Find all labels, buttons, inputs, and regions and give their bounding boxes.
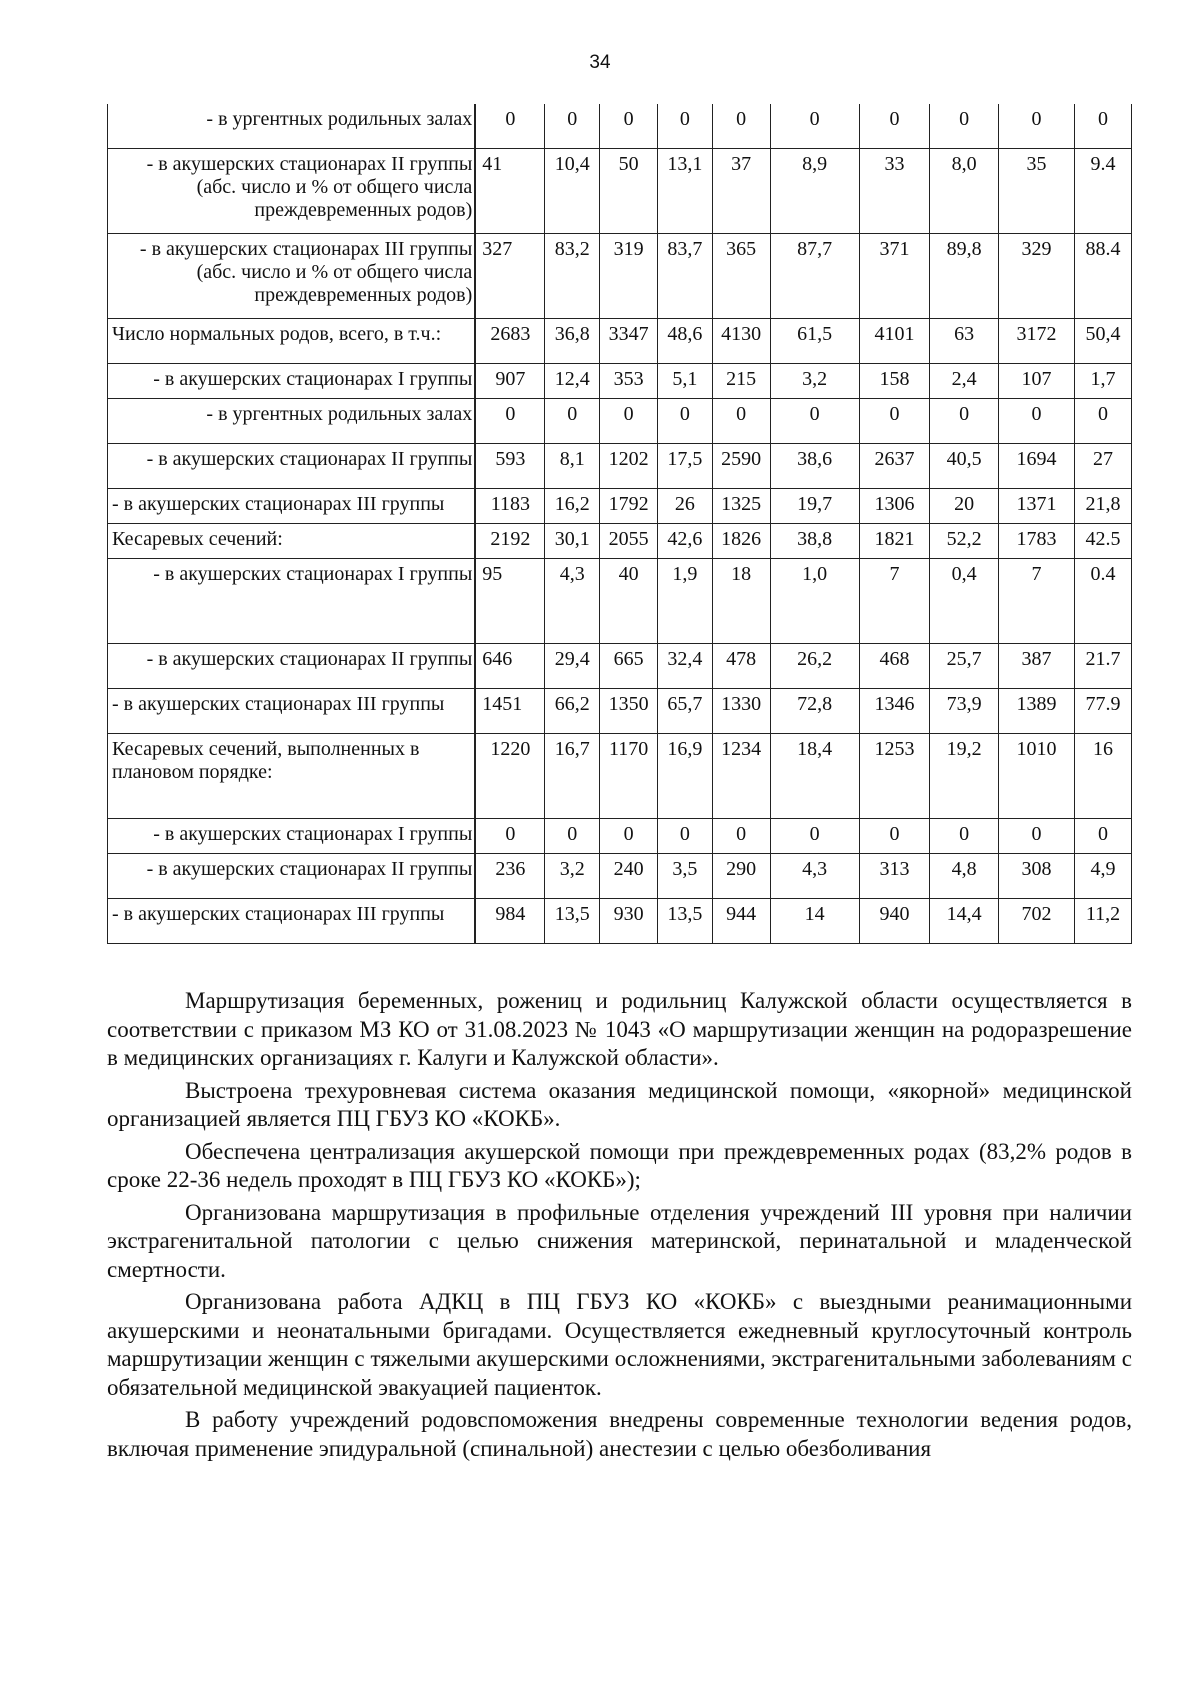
table-cell: 2,4 <box>930 364 999 399</box>
table-cell: 0 <box>1075 819 1132 854</box>
table-cell: 0 <box>545 104 600 149</box>
table-cell: 1451 <box>475 689 545 734</box>
table-cell: 1,9 <box>658 559 713 644</box>
table-row <box>108 319 1132 364</box>
table-cell: 387 <box>998 644 1074 689</box>
table-cell: 1792 <box>600 489 658 524</box>
table-row <box>108 364 1132 399</box>
table-row <box>108 444 1132 489</box>
table-cell: 327 <box>475 234 545 319</box>
table-cell: 13,5 <box>545 899 600 944</box>
table-cell: 0,4 <box>930 559 999 644</box>
row-label: - в акушерских стационарах I группы <box>108 819 476 854</box>
table-cell: 215 <box>712 364 770 399</box>
row-label: - в акушерских стационарах II группы <box>108 644 476 689</box>
table-cell: 0 <box>1075 399 1132 444</box>
paragraph: Организована маршрутизация в профильные отделения учреждений III уровня при наличии экстрагенитальной патологии с целью снижения материнской, перинатальной и младенческой смертности. <box>107 1199 1132 1282</box>
table-cell: 0 <box>712 819 770 854</box>
table-cell: 290 <box>712 854 770 899</box>
table-cell: 52,2 <box>930 524 999 559</box>
row-label: - в акушерских стационарах II группы (абс. число и % от общего числа преждевременных родов) <box>108 149 476 234</box>
table-cell: 1350 <box>600 689 658 734</box>
table-cell: 8,1 <box>545 444 600 489</box>
table-cell: 25,7 <box>930 644 999 689</box>
table-cell: 8,9 <box>770 149 859 234</box>
table-cell: 1183 <box>475 489 545 524</box>
table-row <box>108 149 1132 234</box>
table-cell: 38,6 <box>770 444 859 489</box>
row-label: - в акушерских стационарах III группы (абс. число и % от общего числа преждевременных родов) <box>108 234 476 319</box>
table-cell: 329 <box>998 234 1074 319</box>
table-cell: 36,8 <box>545 319 600 364</box>
table-cell: 236 <box>475 854 545 899</box>
row-label: - в акушерских стационарах III группы <box>108 689 476 734</box>
table-cell: 0 <box>770 104 859 149</box>
table-cell: 665 <box>600 644 658 689</box>
table-cell: 944 <box>712 899 770 944</box>
statistics-table <box>107 104 1132 944</box>
table-cell: 3347 <box>600 319 658 364</box>
table-cell: 1010 <box>998 734 1074 819</box>
table-cell: 48,6 <box>658 319 713 364</box>
table-cell: 95 <box>475 559 545 644</box>
table-cell: 3,2 <box>545 854 600 899</box>
table-cell: 30,1 <box>545 524 600 559</box>
table-row <box>108 489 1132 524</box>
table-cell: 930 <box>600 899 658 944</box>
table-cell: 0 <box>1075 104 1132 149</box>
row-label: Кесаревых сечений: <box>108 524 476 559</box>
row-label: - в ургентных родильных залах <box>108 104 476 149</box>
table-cell: 83,7 <box>658 234 713 319</box>
table-row <box>108 899 1132 944</box>
table-cell: 32,4 <box>658 644 713 689</box>
table-cell: 16,7 <box>545 734 600 819</box>
table-cell: 50,4 <box>1075 319 1132 364</box>
table-cell: 0 <box>770 819 859 854</box>
table-cell: 0 <box>998 819 1074 854</box>
table-cell: 40 <box>600 559 658 644</box>
row-label: - в акушерских стационарах II группы <box>108 444 476 489</box>
table-cell: 365 <box>712 234 770 319</box>
table-cell: 50 <box>600 149 658 234</box>
table-cell: 18 <box>712 559 770 644</box>
table-cell: 0 <box>930 104 999 149</box>
table-cell: 38,8 <box>770 524 859 559</box>
row-label: - в акушерских стационарах II группы <box>108 854 476 899</box>
table-cell: 478 <box>712 644 770 689</box>
table-cell: 2055 <box>600 524 658 559</box>
table-cell: 14 <box>770 899 859 944</box>
table-cell: 87,7 <box>770 234 859 319</box>
table-cell: 26 <box>658 489 713 524</box>
table-cell: 0 <box>998 399 1074 444</box>
table-cell: 27 <box>1075 444 1132 489</box>
table-cell: 1,7 <box>1075 364 1132 399</box>
table-cell: 0 <box>658 819 713 854</box>
table-row <box>108 559 1132 644</box>
table-cell: 17,5 <box>658 444 713 489</box>
table-cell: 13,1 <box>658 149 713 234</box>
table-cell: 12,4 <box>545 364 600 399</box>
table-cell: 1253 <box>859 734 930 819</box>
table-cell: 77.9 <box>1075 689 1132 734</box>
table-cell: 61,5 <box>770 319 859 364</box>
table-cell: 33 <box>859 149 930 234</box>
table-cell: 0 <box>475 819 545 854</box>
table-cell: 21.7 <box>1075 644 1132 689</box>
table-cell: 1821 <box>859 524 930 559</box>
table-cell: 0 <box>998 104 1074 149</box>
table-cell: 21,8 <box>1075 489 1132 524</box>
table-cell: 940 <box>859 899 930 944</box>
table-cell: 37 <box>712 149 770 234</box>
table-cell: 0 <box>600 399 658 444</box>
table-cell: 0 <box>859 399 930 444</box>
table-cell: 353 <box>600 364 658 399</box>
table-cell: 1234 <box>712 734 770 819</box>
table-cell: 3,2 <box>770 364 859 399</box>
table-cell: 2683 <box>475 319 545 364</box>
table-cell: 1389 <box>998 689 1074 734</box>
table-cell: 72,8 <box>770 689 859 734</box>
row-label: - в акушерских стационарах I группы <box>108 559 476 644</box>
table-cell: 907 <box>475 364 545 399</box>
table-cell: 7 <box>859 559 930 644</box>
table-cell: 9.4 <box>1075 149 1132 234</box>
table-cell: 73,9 <box>930 689 999 734</box>
table-row <box>108 399 1132 444</box>
table-cell: 0.4 <box>1075 559 1132 644</box>
table-cell: 371 <box>859 234 930 319</box>
table-cell: 0 <box>930 819 999 854</box>
table-cell: 0 <box>600 104 658 149</box>
table-cell: 313 <box>859 854 930 899</box>
table-cell: 4,3 <box>545 559 600 644</box>
table-cell: 702 <box>998 899 1074 944</box>
table-cell: 4,9 <box>1075 854 1132 899</box>
table-cell: 319 <box>600 234 658 319</box>
table-cell: 2590 <box>712 444 770 489</box>
table-row <box>108 104 1132 149</box>
table-cell: 0 <box>658 104 713 149</box>
table-cell: 2192 <box>475 524 545 559</box>
table-cell: 42,6 <box>658 524 713 559</box>
table-cell: 65,7 <box>658 689 713 734</box>
paragraph: В работу учреждений родовспоможения внедрены современные технологии ведения родов, включая применение эпидуральной (спинальной) анестезии с целью обезболивания <box>107 1407 1132 1461</box>
table-cell: 0 <box>930 399 999 444</box>
table-cell: 0 <box>475 399 545 444</box>
table-cell: 107 <box>998 364 1074 399</box>
table-cell: 3,5 <box>658 854 713 899</box>
table-cell: 0 <box>600 819 658 854</box>
table-cell: 0 <box>658 399 713 444</box>
table-cell: 19,2 <box>930 734 999 819</box>
table-cell: 14,4 <box>930 899 999 944</box>
table-cell: 18,4 <box>770 734 859 819</box>
table-cell: 593 <box>475 444 545 489</box>
table-cell: 1783 <box>998 524 1074 559</box>
table-cell: 1325 <box>712 489 770 524</box>
body-text <box>107 987 1132 1467</box>
table-cell: 4,3 <box>770 854 859 899</box>
table-cell: 8,0 <box>930 149 999 234</box>
row-label: Число нормальных родов, всего, в т.ч.: <box>108 319 476 364</box>
table-cell: 13,5 <box>658 899 713 944</box>
table-row <box>108 644 1132 689</box>
table-cell: 16 <box>1075 734 1132 819</box>
table-cell: 1,0 <box>770 559 859 644</box>
table-cell: 1170 <box>600 734 658 819</box>
table-cell: 0 <box>770 399 859 444</box>
table-cell: 5,1 <box>658 364 713 399</box>
paragraph: Выстроена трехуровневая система оказания медицинской помощи, «якорной» медицинской организацией является ПЦ ГБУЗ КО «КОКБ». <box>107 1077 1132 1131</box>
table-row <box>108 689 1132 734</box>
paragraph: Маршрутизация беременных, рожениц и родильниц Калужской области осуществляется в соответствии с приказом МЗ КО от 31.08.2023 № 1043 «О маршрутизации женщин на родоразрешение в медицинских организациях г. Калуги и Калужской области». <box>107 988 1132 1070</box>
table-cell: 66,2 <box>545 689 600 734</box>
table-cell: 0 <box>859 104 930 149</box>
table-cell: 89,8 <box>930 234 999 319</box>
table-cell: 1202 <box>600 444 658 489</box>
table-cell: 1694 <box>998 444 1074 489</box>
table-cell: 1371 <box>998 489 1074 524</box>
row-label: Кесаревых сечений, выполненных в плановом порядке: <box>108 734 476 819</box>
table-cell: 1220 <box>475 734 545 819</box>
paragraph: Обеспечена централизация акушерской помощи при преждевременных родах (83,2% родов в сроке 22-36 недель проходят в ПЦ ГБУЗ КО «КОКБ»); <box>107 1138 1132 1192</box>
table-cell: 0 <box>712 104 770 149</box>
table-row <box>108 819 1132 854</box>
paragraph: Организована работа АДКЦ в ПЦ ГБУЗ КО «КОКБ» с выездными реанимационными акушерскими и неонатальными бригадами. Осуществляется ежедневный круглосуточный контроль маршрутизации женщин с тяжелыми акушерскими осложнениями, экстрагенитальными заболеваниям с обязательной медицинской эвакуацией пациенток. <box>107 1289 1132 1400</box>
table-cell: 4101 <box>859 319 930 364</box>
table-cell: 63 <box>930 319 999 364</box>
table-cell: 2637 <box>859 444 930 489</box>
table-cell: 1306 <box>859 489 930 524</box>
table-cell: 20 <box>930 489 999 524</box>
table-cell: 1330 <box>712 689 770 734</box>
table-cell: 0 <box>859 819 930 854</box>
table-cell: 4,8 <box>930 854 999 899</box>
table-cell: 10,4 <box>545 149 600 234</box>
table-row <box>108 854 1132 899</box>
page-number: 34 <box>589 52 611 73</box>
table-cell: 83,2 <box>545 234 600 319</box>
table-cell: 646 <box>475 644 545 689</box>
row-label: - в акушерских стационарах I группы <box>108 364 476 399</box>
table-cell: 42.5 <box>1075 524 1132 559</box>
table-cell: 41 <box>475 149 545 234</box>
table-cell: 0 <box>545 819 600 854</box>
table-cell: 308 <box>998 854 1074 899</box>
table-cell: 984 <box>475 899 545 944</box>
table-cell: 0 <box>712 399 770 444</box>
table-cell: 11,2 <box>1075 899 1132 944</box>
table-cell: 468 <box>859 644 930 689</box>
table-cell: 88.4 <box>1075 234 1132 319</box>
table-cell: 29,4 <box>545 644 600 689</box>
table-cell: 158 <box>859 364 930 399</box>
row-label: - в акушерских стационарах III группы <box>108 899 476 944</box>
row-label: - в ургентных родильных залах <box>108 399 476 444</box>
table-cell: 40,5 <box>930 444 999 489</box>
table-cell: 16,9 <box>658 734 713 819</box>
table-row <box>108 234 1132 319</box>
table-cell: 35 <box>998 149 1074 234</box>
table-cell: 1826 <box>712 524 770 559</box>
table-row <box>108 524 1132 559</box>
table-cell: 3172 <box>998 319 1074 364</box>
table-cell: 19,7 <box>770 489 859 524</box>
table-cell: 1346 <box>859 689 930 734</box>
table-cell: 0 <box>545 399 600 444</box>
table-cell: 0 <box>475 104 545 149</box>
table-cell: 240 <box>600 854 658 899</box>
table-cell: 4130 <box>712 319 770 364</box>
table-row <box>108 734 1132 819</box>
row-label: - в акушерских стационарах III группы <box>108 489 476 524</box>
table-cell: 26,2 <box>770 644 859 689</box>
table-cell: 7 <box>998 559 1074 644</box>
table-cell: 16,2 <box>545 489 600 524</box>
